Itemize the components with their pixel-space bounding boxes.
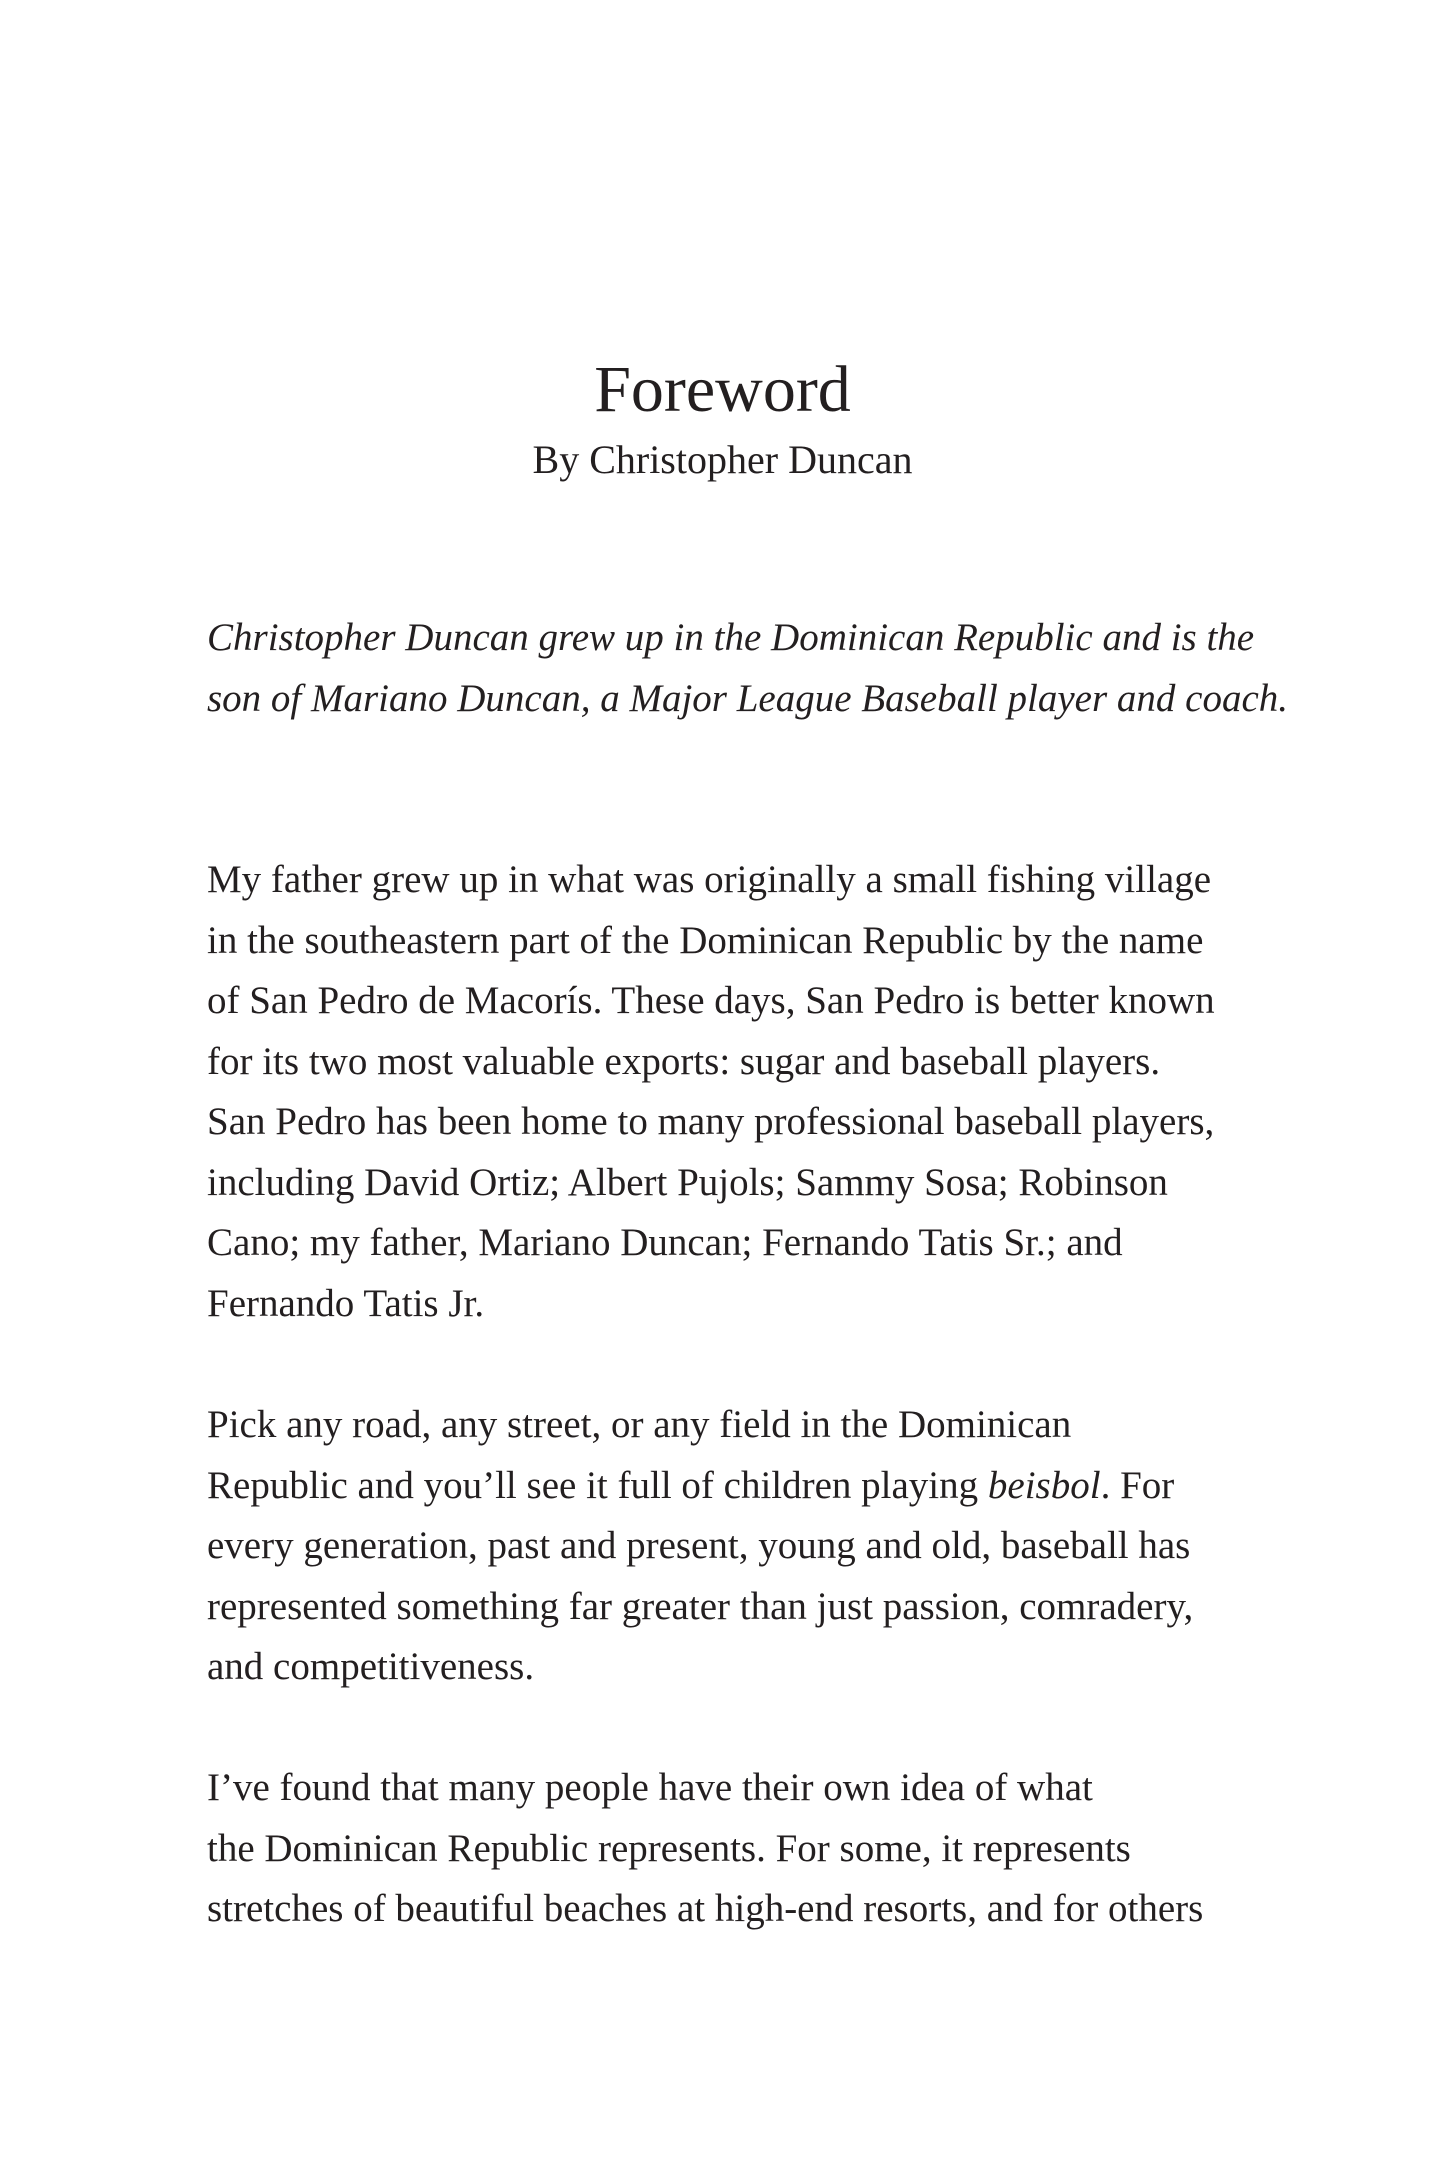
text-line: in the southeastern part of the Dominican Republic by the name	[207, 918, 1204, 962]
text-line: Fernando Tatis Jr.	[207, 1281, 485, 1325]
text-line: for its two most valuable exports: sugar and baseball players.	[207, 1039, 1161, 1083]
paragraph-3	[207, 1758, 1267, 1940]
text-line: every generation, past and present, young and old, baseball has	[207, 1524, 1191, 1567]
text-line: San Pedro has been home to many professional baseball players,	[207, 1100, 1215, 1143]
paragraph-1	[207, 850, 1267, 1334]
italic-word: beisbol	[987, 1463, 1101, 1507]
author-intro	[207, 608, 1289, 729]
page-title: Foreword	[594, 353, 851, 426]
intro-line: son of Mariano Duncan, a Major League Baseball player and coach.	[207, 676, 1289, 720]
text-line: of San Pedro de Macorís. These days, San Pedro is better known	[207, 979, 1215, 1022]
text-line: the Dominican Republic represents. For some, it represents	[207, 1826, 1131, 1870]
intro-line: Christopher Duncan grew up in the Dominican Republic and is the	[207, 616, 1255, 659]
text-line: including David Ortiz; Albert Pujols; Sammy Sosa; Robinson	[207, 1160, 1168, 1204]
text-line: represented something far greater than just passion, comradery,	[207, 1584, 1194, 1628]
paragraph-2	[207, 1395, 1267, 1698]
text-line: and competitiveness.	[207, 1645, 535, 1688]
text-segment: . For	[1100, 1463, 1175, 1507]
text-line	[207, 1456, 1267, 1517]
byline: By Christopher Duncan	[532, 437, 913, 482]
text-segment: Republic and you’ll see it full of children playing	[207, 1463, 988, 1507]
text-line: Cano; my father, Mariano Duncan; Fernando Tatis Sr.; and	[207, 1221, 1123, 1264]
text-line: I’ve found that many people have their own idea of what	[207, 1766, 1093, 1809]
text-line: Pick any road, any street, or any field in the Dominican	[207, 1403, 1072, 1446]
text-line: stretches of beautiful beaches at high-end resorts, and for others	[207, 1887, 1204, 1930]
text-line: My father grew up in what was originally a small fishing village	[207, 858, 1212, 901]
